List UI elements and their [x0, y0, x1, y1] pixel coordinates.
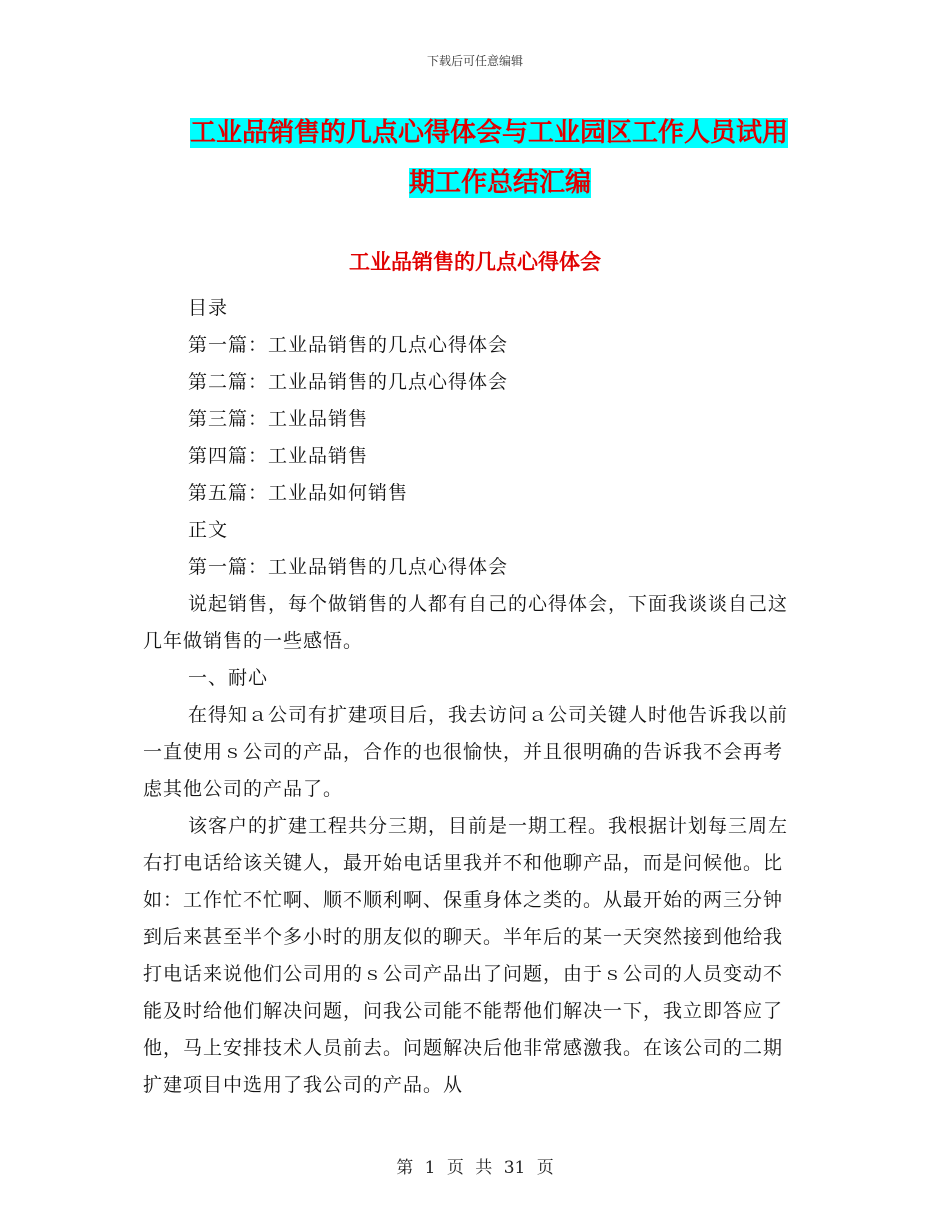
paragraph: 该客户的扩建工程共分三期，目前是一期工程。我根据计划每三周左右打电话给该关键人，最开始电话里我并不和他聊产品，而是问候他。比如：工作忙不忙啊、顺不顺利啊、保重身体之类的。从最开始的两三分钟到后来甚至半个多小时的朋友似的聊天。半年后的某一天突然接到他给我打电话来说他们公司用的ｓ公司产品出了问题，由于ｓ公司的人员变动不能及时给他们解决问题，问我公司能不能帮他们解决一下，我立即答应了他，马上安排技术人员前去。问题解决后他非常感激我。在该公司的二期扩建项目中选用了我公司的产品。从 — [143, 815, 789, 1096]
toc-item: 第四篇：工业品销售 — [188, 445, 369, 467]
intro-paragraph: 说起销售，每个做销售的人都有自己的心得体会，下面我谈谈自己这几年做销售的一些感悟。 — [143, 593, 789, 652]
paragraph: 在得知ａ公司有扩建项目后，我去访问ａ公司关键人时他告诉我以前一直使用ｓ公司的产品，合作的也很愉快，并且很明确的告诉我不会再考虑其他公司的产品了。 — [143, 704, 789, 800]
header-note: 下载后可任意编辑 — [426, 54, 523, 68]
title-line-2: 期工作总结汇编 — [408, 168, 591, 198]
document-body — [143, 290, 798, 1104]
title-line-1: 工业品销售的几点心得体会与工业园区工作人员试用 — [190, 118, 789, 148]
toc-heading: 目录 — [188, 297, 229, 319]
point-heading: 一、耐心 — [188, 667, 269, 689]
toc-item: 第二篇：工业品销售的几点心得体会 — [188, 371, 509, 393]
page-footer: 第 1 页 共 31 页 — [396, 1158, 554, 1178]
document-title — [190, 108, 810, 208]
part-title: 第一篇：工业品销售的几点心得体会 — [188, 556, 509, 578]
body-heading: 正文 — [188, 519, 229, 541]
toc-item: 第五篇：工业品如何销售 — [188, 482, 409, 504]
section-title: 工业品销售的几点心得体会 — [349, 250, 601, 274]
toc-item: 第一篇：工业品销售的几点心得体会 — [188, 334, 509, 356]
toc-item: 第三篇：工业品销售 — [188, 408, 369, 430]
